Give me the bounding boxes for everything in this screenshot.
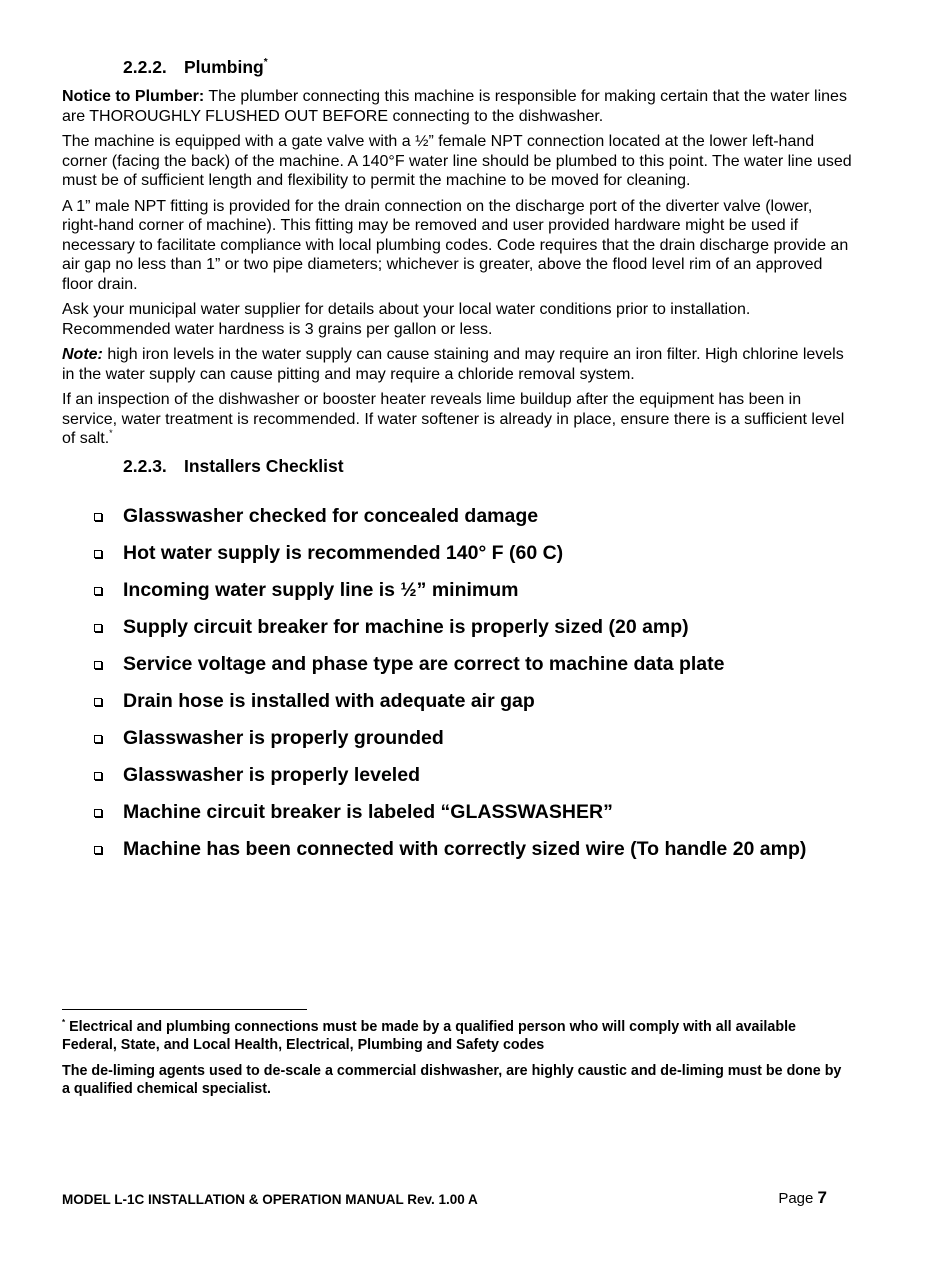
section-title: Installers Checklist <box>184 455 344 476</box>
section-title: Plumbing <box>184 57 264 77</box>
footnote-1-text: Electrical and plumbing connections must be made by a qualified person who will comply with all available Federal, State, and Local Health, Electrical, Plumbing and Safety codes <box>62 1019 797 1053</box>
footnote-2: The de-liming agents used to de-scale a commercial dishwasher, are highly caustic and de-liming must be done by a qualified chemical specialist. <box>62 1063 842 1097</box>
manual-title: MODEL L-1C INSTALLATION & OPERATION MANUAL Rev. 1.00 A <box>62 1192 478 1207</box>
section-number: 2.2.3. <box>123 455 167 476</box>
checkbox-icon <box>94 809 102 817</box>
checklist-item <box>62 762 852 799</box>
notice-paragraph <box>62 87 852 126</box>
checkbox-icon <box>94 698 102 706</box>
checkbox-icon <box>94 661 102 669</box>
checklist-item <box>62 836 852 873</box>
checklist-item <box>62 688 852 725</box>
checklist-item-label: Drain hose is installed with adequate air gap <box>123 689 535 712</box>
page-label: Page <box>778 1190 818 1207</box>
footnotes <box>62 1018 852 1106</box>
inspection-paragraph <box>62 390 852 449</box>
checklist-item <box>62 799 852 836</box>
checkbox-icon <box>94 624 102 632</box>
checklist-item-label: Service voltage and phase type are correct to machine data plate <box>123 652 725 675</box>
installers-checklist <box>62 503 852 873</box>
inspection-text: If an inspection of the dishwasher or booster heater reveals lime buildup after the equipment has been in service, water treatment is recommended. If water softener is already in place, ensure there is a sufficient level of salt. <box>62 391 845 447</box>
checklist-item-label: Machine circuit breaker is labeled “GLASSWASHER” <box>123 800 613 823</box>
checklist-item-label: Supply circuit breaker for machine is properly sized (20 amp) <box>123 615 689 638</box>
checklist-item-label: Glasswasher checked for concealed damage <box>123 504 539 527</box>
footnote-divider <box>62 1009 307 1010</box>
checklist-item-label: Incoming water supply line is ½” minimum <box>123 578 519 601</box>
note-text: high iron levels in the water supply can cause staining and may require an iron filter. High chlorine levels in the water supply can cause pitting and may require a chloride removal system. <box>62 346 844 383</box>
checkbox-icon <box>94 735 102 743</box>
checkbox-icon <box>94 587 102 595</box>
checklist-item <box>62 614 852 651</box>
note-lead: Note: <box>62 346 103 363</box>
document-body <box>62 56 852 873</box>
section-number: 2.2.2. <box>123 57 167 77</box>
checklist-item-label: Glasswasher is properly leveled <box>123 763 420 786</box>
page-number: 7 <box>817 1188 827 1207</box>
checkbox-icon <box>94 550 102 558</box>
checkbox-icon <box>94 772 102 780</box>
notice-lead: Notice to Plumber: <box>62 88 205 105</box>
checklist-item-label: Machine has been connected with correctly sized wire (To handle 20 amp) <box>123 837 807 860</box>
drain-fitting-paragraph: A 1” male NPT fitting is provided for the drain connection on the discharge port of the diverter valve (lower, right-hand corner of machine). This fitting may be removed and user provided hardware might be used if necessary to facilitate compliance with local plumbing codes. Code requires that the drain discharge provide an air gap no less than 1” or two pipe diameters; whichever is greater, above the flood level rim of an approved floor drain. <box>62 197 849 293</box>
checklist-item <box>62 503 852 540</box>
checkbox-icon <box>94 513 102 521</box>
page-indicator <box>778 1189 827 1208</box>
checklist-item <box>62 577 852 614</box>
footnote-marker: * <box>62 1018 66 1027</box>
checklist-item-label: Glasswasher is properly grounded <box>123 726 444 749</box>
notice-text: The plumber connecting this machine is responsible for making certain that the water lines are THOROUGHLY FLUSHED OUT BEFORE connecting to the dishwasher. <box>62 88 847 125</box>
section-heading-checklist <box>123 455 852 477</box>
checklist-item <box>62 725 852 762</box>
checklist-item <box>62 651 852 688</box>
water-supplier-paragraph: Ask your municipal water supplier for details about your local water conditions prior to installation. Recommended water hardness is 3 grains per gallon or less. <box>62 301 751 338</box>
checklist-item <box>62 540 852 577</box>
checklist-item-label: Hot water supply is recommended 140° F (60 C) <box>123 541 564 564</box>
footnote-marker: * <box>109 428 113 438</box>
checkbox-icon <box>94 846 102 854</box>
footnote-1 <box>62 1018 852 1054</box>
note-paragraph <box>62 345 852 384</box>
section-heading-plumbing <box>123 56 852 78</box>
gate-valve-paragraph: The machine is equipped with a gate valve with a ½” female NPT connection located at the lower left-hand corner (facing the back) of the machine. A 140°F water line should be plumbed to this point. The water line used must be of sufficient length and flexibility to permit the machine to be moved for cleaning. <box>62 133 852 189</box>
footnote-marker: * <box>263 57 268 68</box>
